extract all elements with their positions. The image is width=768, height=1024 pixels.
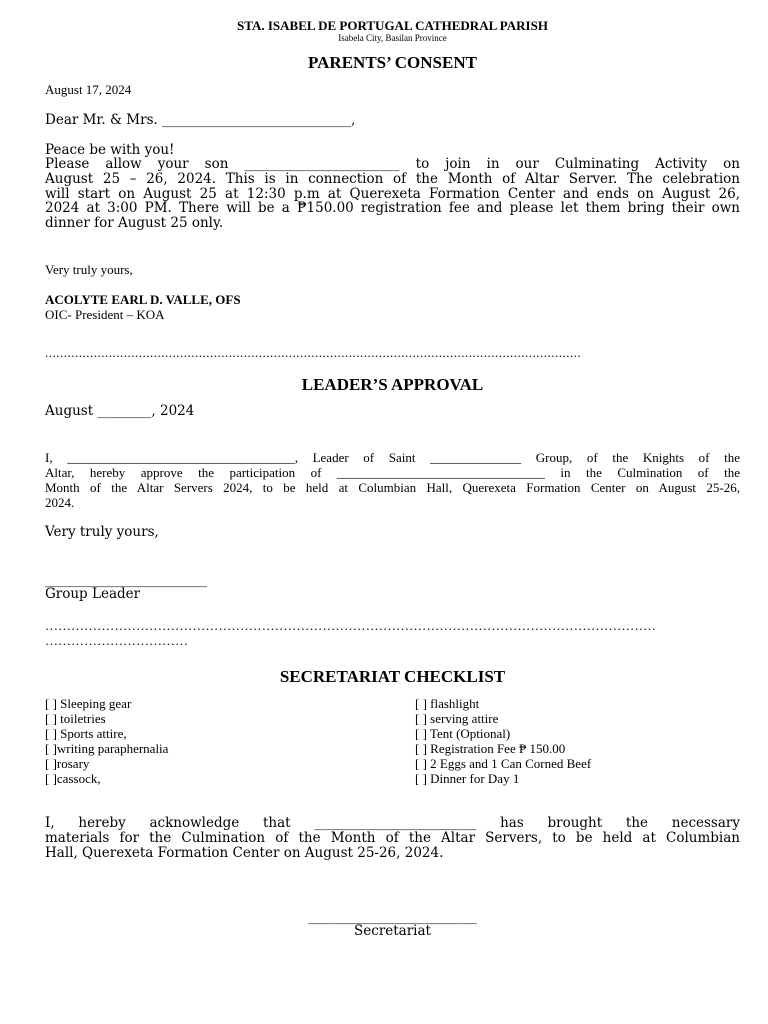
consent-body	[45, 157, 740, 231]
acknowledgement-signature-line: _________________________	[308, 909, 477, 925]
approval-closing: Very truly yours,	[45, 524, 159, 540]
checklist-item[interactable]: [ ] toiletries	[45, 711, 106, 726]
parish-name: STA. ISABEL DE PORTUGAL CATHEDRAL PARISH	[237, 18, 548, 33]
checklist-item[interactable]: [ ] serving attire	[415, 711, 499, 726]
acknowledgement-body	[45, 816, 740, 861]
consent-body-line: 2024 at 3:00 PM. There will be a ₱150.00 registration fee and please let them bring their own	[45, 200, 740, 217]
consent-body-line: August 25 – 26, 2024. This is in connection of the Month of Altar Server. The celebration	[45, 170, 740, 187]
consent-title: PARENTS’ CONSENT	[308, 53, 477, 72]
checklist-item[interactable]: [ ]rosary	[45, 756, 90, 771]
separator-ellipsis-line-1: ……………………………………………………………………………………………………………………………	[45, 618, 656, 633]
consent-greeting: Peace be with you!	[45, 142, 175, 158]
approval-body-line: Month of the Altar Servers 2024, to be held at Columbian Hall, Querexeta Formation Center on August 25-26,	[45, 480, 740, 495]
checklist-title: SECRETARIAT CHECKLIST	[279, 667, 506, 686]
document-page	[45, 0, 740, 1024]
consent-body-line: Please allow your son _______________________ to join in our Culminating Activity on	[45, 156, 740, 172]
approval-signer-role: Group Leader	[45, 586, 141, 602]
consent-body-line: will start on August 25 at 12:30 p.m at Querexeta Formation Center and ends on August 26,	[45, 185, 740, 202]
acknowledgement-body-line: materials for the Culmination of the Month of the Altar Servers, to be held at Columbian	[45, 830, 740, 846]
approval-title: LEADER’S APPROVAL	[301, 375, 484, 394]
consent-salutation: Dear Mr. & Mrs. ____________________________,	[45, 112, 356, 128]
approval-body-line: 2024.	[45, 495, 75, 510]
parish-address: Isabela City, Basilan Province	[338, 33, 447, 43]
checklist-item[interactable]: [ ]cassock,	[45, 771, 101, 786]
acknowledgement-body-line: Hall, Querexeta Formation Center on August 25-26, 2024.	[45, 845, 444, 861]
consent-body-line: dinner for August 25 only.	[45, 215, 224, 232]
approval-body-line: I, ___________________________________, Leader of Saint ______________ Group, of the Knights of the	[45, 450, 740, 465]
acknowledgement-body-line: I, hereby acknowledge that ________________________ has brought the necessary	[45, 815, 740, 831]
checklist-item[interactable]: [ ] flashlight	[415, 696, 480, 711]
consent-date: August 17, 2024	[45, 82, 132, 97]
checklist-right-column	[415, 696, 591, 786]
consent-signer-title: OIC- President – KOA	[45, 307, 165, 322]
checklist-left-column	[45, 696, 168, 786]
acknowledgement-signer-role: Secretariat	[354, 923, 431, 939]
consent-closing: Very truly yours,	[45, 262, 133, 277]
separator-ellipsis-line-2: ……………………………	[45, 633, 188, 648]
checklist-item[interactable]: [ ] Registration Fee ₱ 150.00	[415, 741, 566, 756]
approval-date: August ________, 2024	[45, 403, 195, 419]
separator-dotted: ...............................................................................................................................................	[45, 345, 582, 360]
checklist-item[interactable]: [ ] Dinner for Day 1	[415, 771, 520, 786]
approval-signature-line: ________________________	[45, 572, 207, 588]
checklist-item[interactable]: [ ] Tent (Optional)	[415, 726, 511, 741]
approval-body	[45, 450, 740, 510]
checklist-item[interactable]: [ ]writing paraphernalia	[45, 741, 169, 756]
consent-signer-name: ACOLYTE EARL D. VALLE, OFS	[45, 292, 241, 307]
checklist-item[interactable]: [ ] Sleeping gear	[45, 696, 132, 711]
checklist-item[interactable]: [ ] Sports attire,	[45, 726, 127, 741]
approval-body-line: Altar, hereby approve the participation of ________________________________ in the Culmination of the	[45, 465, 740, 480]
checklist-item[interactable]: [ ] 2 Eggs and 1 Can Corned Beef	[415, 756, 592, 771]
